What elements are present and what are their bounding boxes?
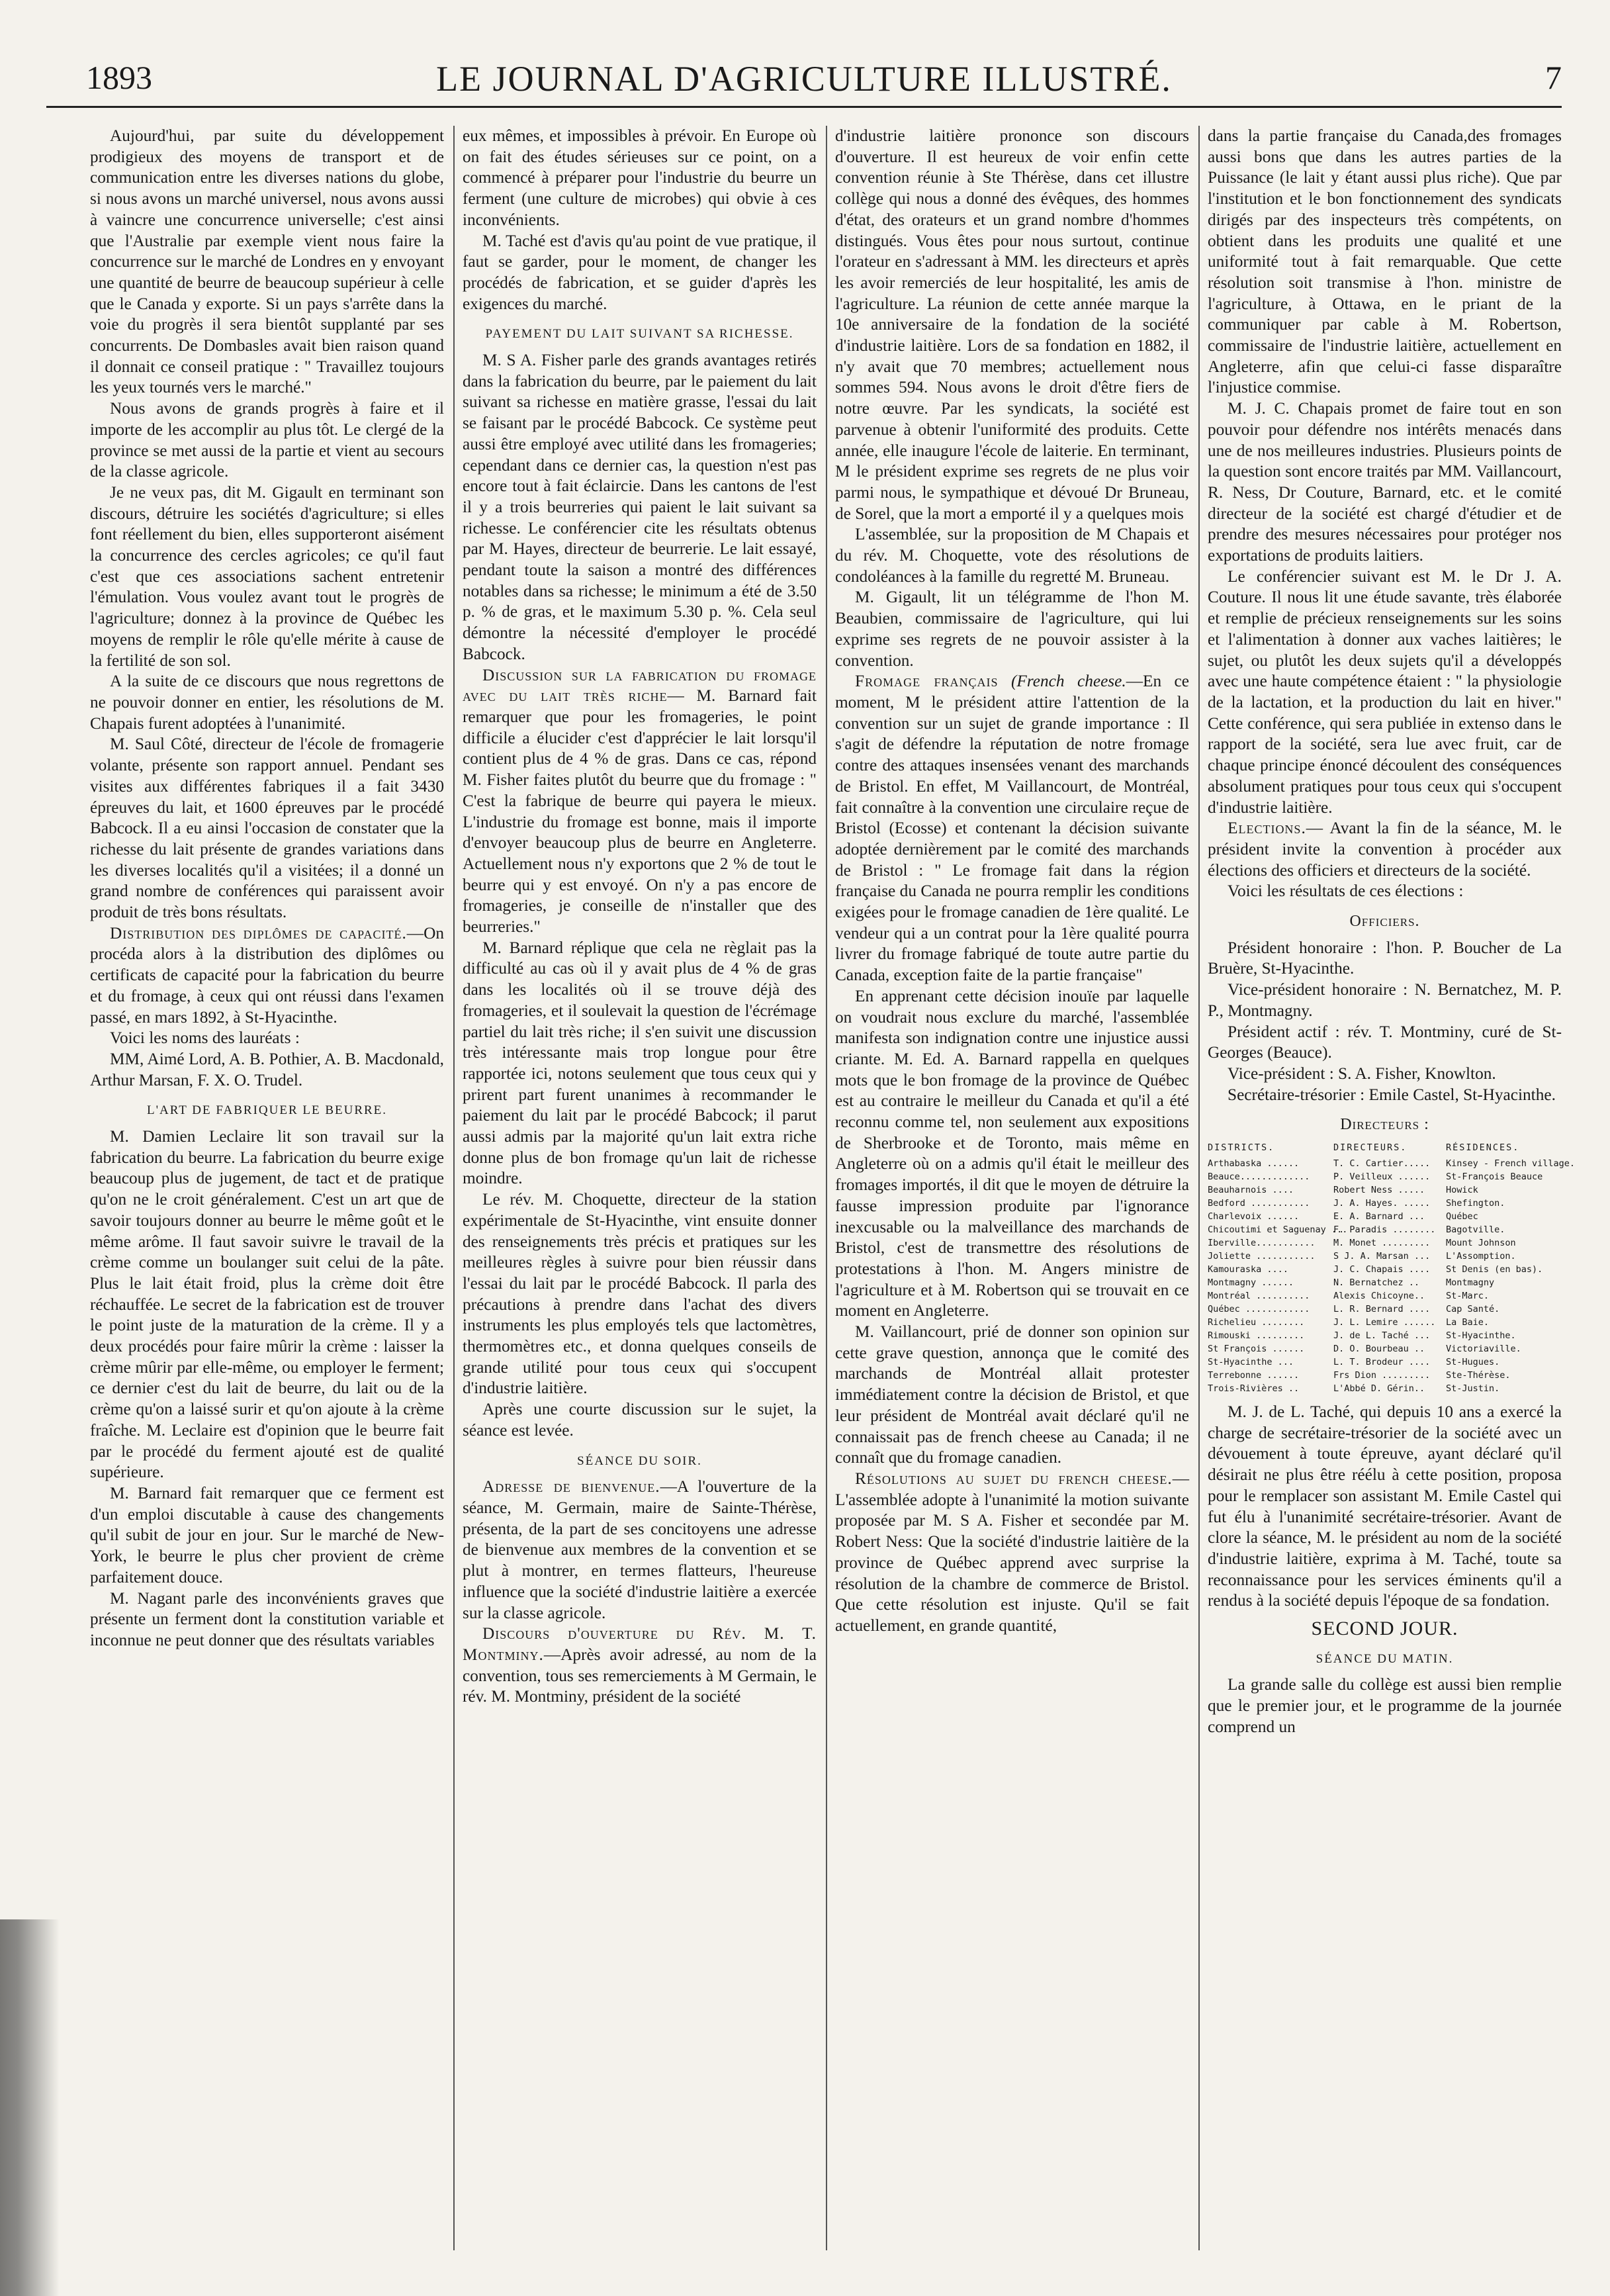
table-cell: Cap Santé. xyxy=(1446,1304,1500,1315)
table-cell: J. C. Chapais .... xyxy=(1333,1264,1431,1275)
table-row xyxy=(1208,1157,1576,1170)
paragraph: M. Barnard fait remarquer que ce ferment est d'un emploi discutable à cause des changements qu'il subit de jour en jour. Sur le marché de New-York, le beurre le plus cher provient de crème parfaitement douce. xyxy=(90,1484,444,1586)
directors-heading: Directeurs : xyxy=(1340,1116,1429,1134)
table-cell: N. Bernatchez .. xyxy=(1333,1277,1420,1289)
italic-text: (French cheese. xyxy=(1011,672,1126,691)
paragraph: Voici les noms des lauréats : xyxy=(110,1029,300,1048)
header-cell: RÉSIDENCES. xyxy=(1446,1142,1520,1154)
paragraph-text: —En ce moment, M le président attire l'attention de la convention sur un sujet de grande importance : Il s'agit de défendre la réputation de notre fromage contre des attaques insensées venant des marchands de Bristol. En effet, M Vaillancourt, de Montréal, fait connaître à la convention une circulaire reçue de Bristol (Ecosse) et contenant la décision suivante adoptée dernièrement par le comité des marchands de Bristol : " Le fromage fait dans la région française du Canada ne pourra remplir les conditions exigées pour le fromage canadien de 1ère qualité. Le vendeur qui a un contrat pour la 1ère qualité pourra livrer du fromage fabriqué de toute autre partie du Canada, exception faite de la partie française" xyxy=(835,672,1190,985)
table-cell: Robert Ness ..... xyxy=(1333,1185,1425,1196)
paragraph: L'assemblée, sur la proposition de M Chapais et du rév. M. Choquette, vote des résolutions de condoléances à la famille du regretté M. Bruneau. xyxy=(835,525,1189,586)
table-cell: L. R. Bernard .... xyxy=(1333,1304,1431,1315)
run-in-heading: Résolutions au sujet du french cheese. xyxy=(855,1469,1173,1488)
section-heading: PAYEMENT DU LAIT SUIVANT SA RICHESSE. xyxy=(485,327,794,342)
table-cell: Montmagny ...... xyxy=(1208,1277,1294,1289)
paragraph xyxy=(90,923,444,1029)
table-cell: Shefington. xyxy=(1446,1198,1505,1209)
column-2 xyxy=(463,126,817,2250)
officers-heading: Officiers. xyxy=(1349,913,1420,931)
table-cell: Beauharnois .... xyxy=(1208,1185,1294,1196)
run-in-heading: Elections. xyxy=(1228,819,1306,838)
table-cell: S J. A. Marsan ... xyxy=(1333,1251,1431,1262)
table-cell: Victoriaville. xyxy=(1446,1344,1521,1355)
paragraph-text: —Après avoir adressé, au nom de la convention, tous ses remerciements à M Germain, le rév. M. Montminy, président de la société xyxy=(463,1645,817,1706)
table-cell: Terrebonne ...... xyxy=(1208,1370,1300,1381)
table-cell: St-Marc. xyxy=(1446,1291,1490,1302)
paragraph-text: — M. Barnard fait remarquer que pour les fromageries, le point difficile a élucider c'est d'apprécier le lait lorsqu'il contient plus de 4 % de gras. Dans ce cas, répond M. Fisher faites plutôt du beurre que du fromage : " C'est la fabrique de beurre qui payera le mieux. L'industrie du fromage est bonne, mais il importe d'envoyer beaucoup plus de beurre en Angleterre. Actuellement nous n'y exportons que 2 % de tout le beurre qui y est envoyé. On n'y a pas encore de fromageries, je conseille de n'installer que des beurreries." xyxy=(463,686,817,937)
table-cell: L. T. Brodeur .... xyxy=(1333,1357,1431,1368)
column-rule xyxy=(826,126,827,2250)
table-cell: P. Veilleux ...... xyxy=(1333,1171,1431,1183)
paragraph xyxy=(835,1469,1189,1637)
table-cell: Rimouski ......... xyxy=(1208,1330,1305,1342)
table-cell: St-Hyacinthe. xyxy=(1446,1330,1516,1342)
table-row xyxy=(1208,1316,1562,1329)
page-header xyxy=(46,53,1562,108)
table-cell: Québec ............ xyxy=(1208,1304,1310,1315)
table-cell: T. C. Cartier..... xyxy=(1333,1158,1431,1170)
paragraph: Je ne veux pas, dit M. Gigault en terminant son discours, détruire les sociétés d'agriculture; si elles font réellement du bien, elles supporteront aisément la concurrence des cercles agricoles; ce qu'il faut c'est que ces associations sachent entretenir l'émulation. Vous voulez avant tout le progrès de l'agriculture; donnez à la province de Québec les moyens de remplir le rôle qu'elle mérite à cause de la fertilité de son sol. xyxy=(90,482,444,670)
table-cell: St-Justin. xyxy=(1446,1383,1500,1395)
run-in-heading: Discussion sur la fabrication du fromage avec du lait très riche xyxy=(463,665,817,706)
run-in-heading: Discours d'ouverture du Rév. M. T. Montminy. xyxy=(463,1624,817,1664)
section-heading: L'ART DE FABRIQUER LE BEURRE. xyxy=(146,1103,388,1118)
directors-table-header xyxy=(1208,1141,1562,1154)
officer-entry: Vice-président : S. A. Fisher, Knowlton. xyxy=(1228,1064,1496,1083)
table-cell: Bagotville. xyxy=(1446,1224,1505,1236)
paragraph: Après une courte discussion sur le sujet, la séance est levée. xyxy=(463,1400,817,1440)
table-cell: Trois-Rivières .. xyxy=(1208,1383,1300,1395)
paragraph: M. Gigault, lit un télégramme de l'hon M. Beaubien, commissaire de l'agriculture, qui lui exprime ses regrets de ne pouvoir assister à la convention. xyxy=(835,588,1189,670)
paragraph: M. Taché est d'avis qu'au point de vue pratique, il faut se garder, pour le moment, de changer les procédés de fabrication, et se guider d'après les exigences du marché. xyxy=(463,231,817,313)
table-cell: Chicoutimi et Saguenay ... xyxy=(1208,1224,1348,1236)
officer-entry: Secrétaire-trésorier : Emile Castel, St-Hyacinthe. xyxy=(1228,1085,1556,1104)
table-row xyxy=(1208,1303,1562,1316)
table-row xyxy=(1208,1382,1562,1395)
table-row xyxy=(1208,1329,1562,1342)
run-in-heading: Distribution des diplômes de capacité. xyxy=(110,923,407,942)
table-cell: Kamouraska .... xyxy=(1208,1264,1288,1275)
table-cell: La Baie. xyxy=(1446,1317,1490,1328)
table-row xyxy=(1208,1276,1562,1289)
table-row xyxy=(1208,1236,1562,1250)
paragraph xyxy=(463,665,817,938)
officer-entry: Président actif : rév. T. Montminy, curé de St-Georges (Beauce). xyxy=(1208,1022,1562,1062)
table-cell: Frs Dion ......... xyxy=(1333,1370,1431,1381)
table-cell: Charlevoix ...... xyxy=(1208,1211,1300,1222)
officer-entry: Président honoraire : l'hon. P. Boucher de La Bruère, St-Hyacinthe. xyxy=(1208,938,1562,978)
paragraph: M. Vaillancourt, prié de donner son opinion sur cette grave question, annonça que le comité des marchands de Montréal allait protester immédiatement contre la décision de Bristol, et que leur président de Montréal avait déclaré qu'il ne connaissait pas de french cheese au Canada; il ne connaît que du fromage canadien. xyxy=(835,1322,1189,1467)
paragraph xyxy=(1208,818,1562,881)
table-cell: F. Paradis ........ xyxy=(1333,1224,1436,1236)
table-row xyxy=(1208,1355,1562,1369)
paragraph: eux mêmes, et impossibles à prévoir. En Europe où on fait des études sérieuses sur ce point, on a commencé à préparer pour l'industrie du beurre un ferment (une culture de microbes) qui obvie à ces inconvénients. xyxy=(463,126,817,229)
table-cell: Kinsey - French village. xyxy=(1446,1158,1576,1170)
table-row xyxy=(1208,1289,1562,1303)
paragraph-text: —A l'ouverture de la séance, M. Germain, maire de Sainte-Thérèse, présenta, de la part de ses concitoyens une adresse de bienvenue aux membres de la convention et se plut à montrer, en termes flatteurs, l'heureuse influence que la société d'industrie laitière a exercée sur la classe agricole. xyxy=(463,1477,817,1622)
paragraph: M. J. de L. Taché, qui depuis 10 ans a exercé la charge de secrétaire-trésorier de la société avec un dévouement à toute épreuve, ayant déclaré qu'il désirait ne plus être réélu à cette position, proposa pour le remplacer son assistant M. Emile Castel qui fut élu à l'unanimité secrétaire-trésorier. Avant de clore la séance, M. le président au nom de la société d'industrie laitière, exprima à M. Taché, toute sa reconnaissance pour les services éminents qu'il a rendus à la société depuis l'époque de sa fondation. xyxy=(1208,1402,1562,1610)
journal-title: LE JOURNAL D'AGRICULTURE ILLUSTRÉ. xyxy=(436,59,1172,99)
table-cell: Alexis Chicoyne.. xyxy=(1333,1291,1425,1302)
table-cell: St-Hyacinthe ... xyxy=(1208,1357,1294,1368)
table-row xyxy=(1208,1183,1562,1197)
table-cell: St-François Beauce xyxy=(1446,1171,1543,1183)
table-cell: Montréal .......... xyxy=(1208,1291,1310,1302)
paragraph: Le conférencier suivant est M. le Dr J. A. Couture. Il nous lit une étude savante, très élaborée et remplie de précieux renseignements sur les soins et l'alimentation à donner aux vaches laitières; le sujet, ou plutôt les deux sujets qu'il a développés avec une haute compétence étaient : " la physiologie de la lactation, et la production du lait en hiver." Cette conférence, qui sera publiée in extenso dans le rapport de la société, sera lue avec fruit, car de chaque principe énoncé découlent des conséquences absolument pratiques pour tous ceux qui s'occupent d'industrie laitière. xyxy=(1208,567,1562,817)
paragraph: En apprenant cette décision inouïe par laquelle on voudrait nous exclure du marché, l'assemblée manifesta son indignation contre une injustice aussi criante. M. Ed. A. Barnard rappella en quelques mots que le bon fromage de la province de Québec est au contraire le meilleur du Canada et qu'il a été reconnu comme tel, non seulement aux expositions de Sherbrooke et de Toronto, mais même en Angleterre où on a admis qu'il était le meilleur des fromages importés, il dit que le moyen de détruire la fausse impression produite par l'ignorance inexcusable ou la malveillance des marchands de Bristol, c'est de transmettre des résolutions de protestations à l'hon. M. Angers ministre de l'agriculture et à M. Robertson qui se trouvait en ce moment en Angleterre. xyxy=(835,986,1189,1320)
table-cell: D. O. Bourbeau .. xyxy=(1333,1344,1425,1355)
paragraph xyxy=(463,1624,817,1708)
page-number: 7 xyxy=(1545,59,1562,96)
column-4 xyxy=(1208,126,1576,2250)
table-row xyxy=(1208,1250,1562,1263)
table-cell: Howick xyxy=(1446,1185,1478,1196)
table-cell: J. de L. Taché ... xyxy=(1333,1330,1431,1342)
table-cell: Arthabaska ...... xyxy=(1208,1158,1300,1170)
table-cell: Mount Johnson xyxy=(1446,1238,1516,1249)
section-heading: SÉANCE DU SOIR. xyxy=(577,1453,702,1468)
table-cell: L'Assomption. xyxy=(1446,1251,1516,1262)
table-cell: Montmagny xyxy=(1446,1277,1495,1289)
table-cell: Beauce............. xyxy=(1208,1171,1310,1183)
section-heading: SECOND JOUR. xyxy=(1311,1618,1458,1640)
table-row xyxy=(1208,1263,1562,1276)
paragraph-text: —On procéda alors à la distribution des diplômes ou certificats de capacité pour la fabrication du beurre et du fromage, à ceux qui ont réussi dans l'examen passé, en mars 1892, à St-Hyacinthe. xyxy=(90,923,444,1027)
table-cell: Joliette ........... xyxy=(1208,1251,1316,1262)
table-cell: L'Abbé D. Gérin.. xyxy=(1333,1383,1425,1395)
paragraph-text: —L'assemblée adopte à l'unanimité la motion suivante proposée par M. S A. Fisher et secondée par M. Robert Ness: Que la société d'industrie laitière de la province de Québec apprend avec surprise la résolution de la chambre de commerce de Bristol. Que cette résolution est injuste. Qu'il se fait actuellement, en grande quantité, xyxy=(835,1469,1189,1635)
table-cell: M. Monet ......... xyxy=(1333,1238,1431,1249)
table-row xyxy=(1208,1197,1562,1210)
column-1 xyxy=(90,126,444,2250)
column-rule xyxy=(1198,126,1200,2250)
directors-table xyxy=(1208,1141,1576,1395)
paragraph: Nous avons de grands progrès à faire et il importe de les accomplir au plus tôt. Le clergé de la province se met aussi de la partie et vient au secours de la classe agricole. xyxy=(90,399,444,481)
paragraph: M. Barnard réplique que cela ne règlait pas la difficulté au cas où il y avait plus de 4 % de gras dans les localités où il se trouve déjà des fromageries, et il soulevait la question de l'écrémage partiel du lait très riche; il s'en suivit une discussion très intéressante mais trop longue pour être rapportée ici, notons seulement que tous ceux qui y prirent part furent unanimes à recommander le paiement du lait par le procédé Babcock; il parut aussi admis par la majorité qu'un lait extra riche donne plus de bon fromage qu'un lait de richesse moindre. xyxy=(463,938,817,1188)
scan-edge-shadow xyxy=(0,1919,60,2296)
section-heading: SÉANCE DU MATIN. xyxy=(1316,1651,1454,1666)
table-row xyxy=(1208,1210,1562,1223)
article-columns xyxy=(90,126,1576,2250)
column-rule xyxy=(453,126,455,2250)
paragraph: M. Saul Côté, directeur de l'école de fromagerie volante, présente son rapport annuel. Pendant ses visites aux différentes fabriques il a fait 3430 épreuves du lait, et 1600 épreuves par le procédé Babcock. Il a eu ainsi l'occasion de constater que la richesse du lait présente de grandes variations dans les diverses localités qu'il a visitées; il a donné un grand nombre de conférences qui paraissent avoir produit de très bons résultats. xyxy=(90,735,444,922)
table-cell: Richelieu ........ xyxy=(1208,1317,1305,1328)
table-cell: E. A. Barnard ... xyxy=(1333,1211,1425,1222)
paragraph: d'industrie laitière prononce son discours d'ouverture. Il est heureux de voir enfin cette convention réunie à Ste Thérèse, dans cet illustre collège qui nous a donné des évêques, des hommes d'état, des orateurs et un grand nombre d'hommes distingués. Vous êtes pour nous surtout, continue l'orateur en s'adressant à MM. les directeurs et après les avoir remerciés de leur hospitalité, les amis de l'agriculture. La réunion de cette année marque la 10e anniversaire de la fondation de la société d'industrie laitière. Lors de sa fondation en 1882, il n'y avait que 70 membres; actuellement nous sommes 594. Nous avons le droit d'être fiers de notre œuvre. Par les syndicats, la société est parvenue à obtenir l'uniformité des produits. Cette année, elle inaugure l'école de laiterie. En terminant, M le président exprime ses regrets de ne plus voir parmi nous, le sympathique et dévoué Dr Bruneau, de Sorel, que la mort a emporté il y a quelques mois xyxy=(835,126,1189,523)
officer-entry: Vice-président honoraire : N. Bernatchez, M. P. P., Montmagny. xyxy=(1208,980,1562,1020)
paragraph: M. Damien Leclaire lit son travail sur la fabrication du beurre. La fabrication du beurre exige beaucoup plus de jugement, de tact et de pratique qu'on ne le croit généralement. C'est un art que de savoir toujours donner au beurre le même goût et le même arôme. Il faut savoir suivre le travail de la crème comme un boulanger suit celui de la pâte. Plus le lait était froid, plus la crème doit être réchauffée. Le secret de la fabrication est de trouver le point juste de la maturation de la crème. Il y a deux procédés pour faire mûrir la crème : laisser la crème mûrir par elle-même, ou employer le ferment; ce dernier c'est du lait de beurre, du lait ou de la crème qu'on a laissé surir et qu'on ajoute à la crème fraîche. M. Leclaire est d'opinion que le beurre fait par le procédé du ferment ajouté est de qualité supérieure. xyxy=(90,1127,444,1482)
table-cell: Bedford ........... xyxy=(1208,1198,1310,1209)
header-cell: DIRECTEURS. xyxy=(1333,1142,1408,1154)
paragraph: M. S A. Fisher parle des grands avantages retirés dans la fabrication du beurre, par le paiement du lait suivant sa richesse en matière grasse, l'essai du lait se faisant par le procédé Babcock. Ce système peut aussi être employé avec utilité dans les fromageries; cependant dans ce dernier cas, la question n'est pas encore tout à fait éclaircie. Dans les cantons de l'est il y a trois beurreries qui paient le lait suivant sa richesse. Le conférencier cite les résultats obtenus par M. Hayes, directeur de beurrerie. Le lait essayé, pendant toute la saison a montré des différences notables dans sa richesse; le minimum a été de 3.50 p. % de gras, et le maximum 5.30 p. %. Cela seul démontre la nécessité d'employer le procédé Babcock. xyxy=(463,351,817,663)
table-cell: J. L. Lemire ...... xyxy=(1333,1317,1436,1328)
paragraph: M. J. C. Chapais promet de faire tout en son pouvoir pour défendre nos intérêts menacés dans une de nos meilleures industries. Plusieurs points de la question sont encore traités par MM. Vaillancourt, R. Ness, Dr Couture, Barnard, etc. et le comité directeur de la société est chargé d'étudier et de prendre des mesures nécessaires pour protéger nos exportations de produits laitiers. xyxy=(1208,399,1562,565)
run-in-heading: Adresse de bienvenue. xyxy=(482,1477,660,1496)
column-3 xyxy=(835,126,1189,2250)
paragraph: Voici les résultats de ces élections : xyxy=(1228,882,1464,901)
paragraph: MM, Aimé Lord, A. B. Pothier, A. B. Macdonald, Arthur Marsan, F. X. O. Trudel. xyxy=(90,1049,444,1089)
table-cell: Ste-Thérèse. xyxy=(1446,1370,1511,1381)
page-year: 1893 xyxy=(86,59,152,96)
table-row xyxy=(1208,1223,1562,1236)
table-cell: St François ...... xyxy=(1208,1344,1305,1355)
paragraph: M. Nagant parle des inconvénients graves que présente un ferment dont la constitution variable et inconnue ne peut donner que des résultats variables xyxy=(90,1588,444,1649)
table-row xyxy=(1208,1170,1562,1183)
paragraph: Le rév. M. Choquette, directeur de la station expérimentale de St-Hyacinthe, vint ensuite donner des renseignements très précis et pratiques sur les meilleures règles à suivre pour bien réussir dans l'essai du lait par le procédé Babcock. Il parla des précautions à prendre dans l'achat des divers instruments les plus employés tels que lactomètres, thermomètres etc., et donna quelques conseils de grande utilité pour tous ceux qui s'occupent d'industrie laitière. xyxy=(463,1190,817,1398)
table-cell: Québec xyxy=(1446,1211,1478,1222)
header-cell: DISTRICTS. xyxy=(1208,1142,1275,1154)
table-row xyxy=(1208,1342,1562,1355)
paragraph: A la suite de ce discours que nous regrettons de ne pouvoir donner en entier, les résolutions de M. Chapais furent adoptées à l'unanimité. xyxy=(90,672,444,733)
paragraph xyxy=(835,671,1189,986)
paragraph: Aujourd'hui, par suite du développement prodigieux des moyens de transport et de communication entre les diverses nations du globe, si nous avons un marché universel, nous avons aussi à vaincre une concurrence universelle; c'est ainsi que l'Australie par exemple vient nous faire la concurrence sur le marché de Londres en y envoyant une quantité de beurre de beaucoup supérieur à celle que le Canada y exporte. Si un pays s'arrête dans la voie du progrès il sera bientôt supplanté par ses concurrents. De Dombasles avait bien raison quand il donnait ce conseil pratique : " Travaillez toujours les yeux tournés vers le marché." xyxy=(90,126,444,397)
paragraph: La grande salle du collège est aussi bien remplie que le premier jour, et le programme de la journée comprend un xyxy=(1208,1675,1562,1736)
table-row xyxy=(1208,1369,1562,1382)
table-cell: J. A. Hayes. ..... xyxy=(1333,1198,1431,1209)
paragraph: dans la partie française du Canada,des fromages aussi bons que dans les autres parties de la Puissance (le lait y étant aussi plus riche). Que par l'institution et le bon fonctionnement des syndicats dirigés par des inspecteurs très compétents, on obtient dans les produits une qualité et une uniformité tout à fait remarquable. Que cette résolution soit transmise à l'hon. ministre de l'agriculture, à Ottawa, en le priant de la communiquer par cable à M. Robertson, commissaire de l'industrie laitière, actuellement en Angleterre, afin que celui-ci fasse disparaître l'injustice commise. xyxy=(1208,126,1562,397)
run-in-heading: Fromage français xyxy=(855,672,999,691)
table-cell: St-Hugues. xyxy=(1446,1357,1500,1368)
paragraph-text: — Avant la fin de la séance, M. le président invite la convention à procéder aux élections des officiers et directeurs de la société. xyxy=(1208,819,1562,880)
table-cell: St Denis (en bas). xyxy=(1446,1264,1543,1275)
paragraph xyxy=(463,1477,817,1624)
table-cell: Iberville........... xyxy=(1208,1238,1316,1249)
